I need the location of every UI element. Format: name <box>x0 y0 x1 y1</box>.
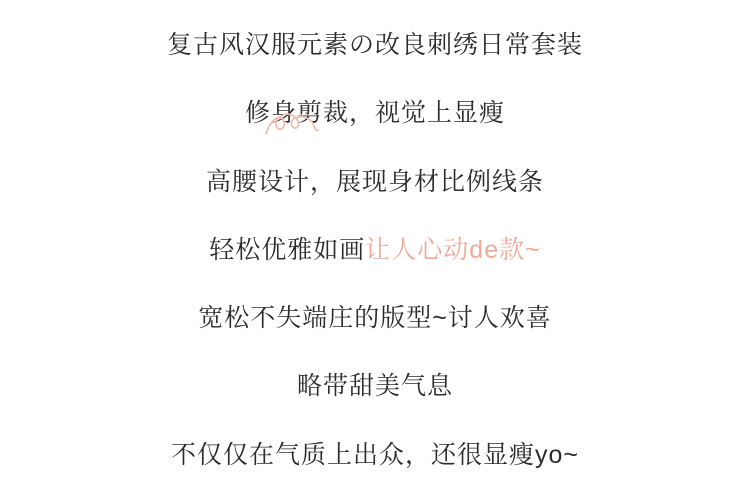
description-line-7 <box>0 440 750 471</box>
description-line-6 <box>0 371 750 402</box>
description-line-7-text: 不仅仅在气质上出众，还很显瘦yo~ <box>170 440 579 469</box>
description-line-4 <box>0 235 750 266</box>
description-line-5-text: 宽松不失端庄的版型~讨人欢喜 <box>198 304 552 332</box>
description-line-3 <box>0 167 750 198</box>
description-line-1 <box>0 30 750 61</box>
description-line-5 <box>0 303 750 334</box>
description-line-4-accent: 让人心动de款~ <box>365 235 541 264</box>
description-line-4-text: 轻松优雅如画 <box>209 235 366 264</box>
description-line-6-text: 略带甜美气息 <box>296 372 453 401</box>
description-line-3-text: 高腰设计，展现身材比例线条 <box>205 167 544 196</box>
description-line-2 <box>0 98 750 129</box>
description-line-2-text: 修身剪裁，视觉上显瘦 <box>244 99 505 128</box>
description-line-1-text: 复古风汉服元素の改良刺绣日常套装 <box>166 31 583 59</box>
